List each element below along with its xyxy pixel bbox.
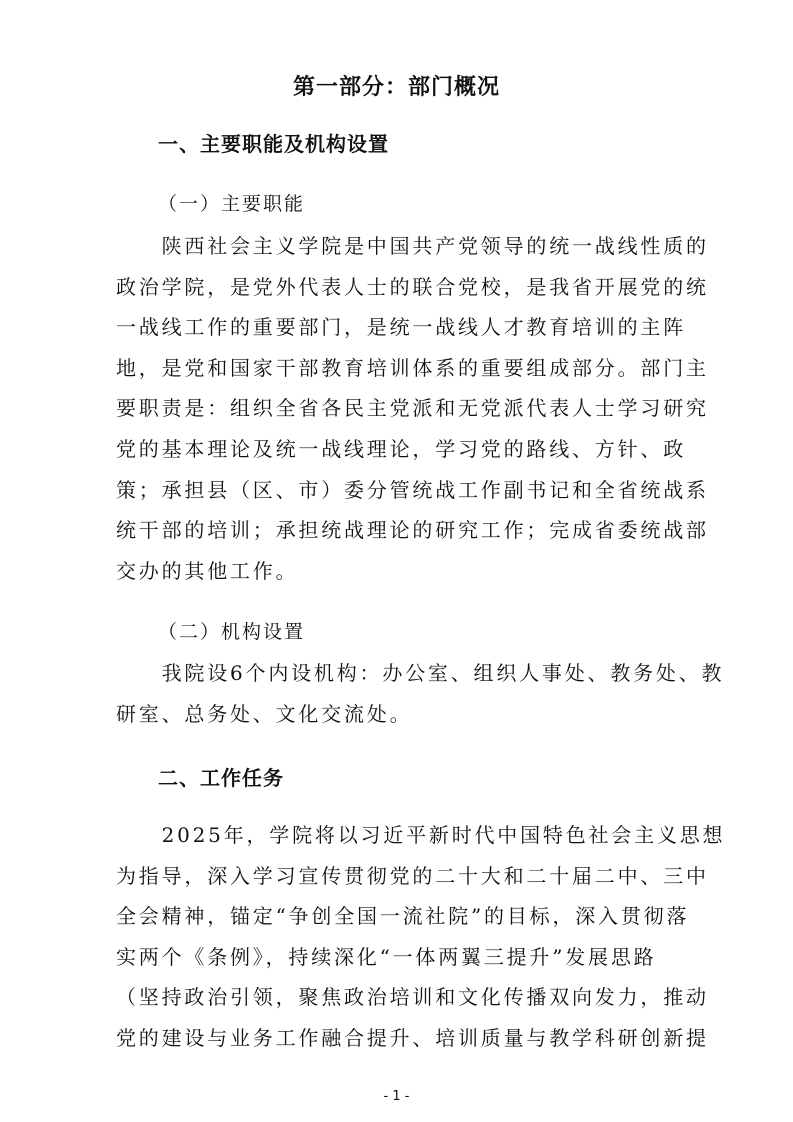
paragraph-line: 统干部的培训；承担统战理论的研究工作；完成省委统战部 (116, 518, 709, 543)
paragraph-line: 要职责是：组织全省各民主党派和无党派代表人士学习研究 (116, 396, 709, 421)
paragraph-line: 策；承担县（区、市）委分管统战工作副书记和全省统战系 (116, 477, 709, 502)
main-functions-paragraph (116, 226, 709, 591)
paragraph-line: 我院设6个内设机构：办公室、组织人事处、教务处、教 (116, 661, 725, 685)
paragraph-line: 党的基本理论及统一战线理论，学习党的路线、方针、政 (116, 436, 686, 461)
paragraph-line: 党的建设与业务工作融合提升、培训质量与教学科研创新提 (116, 1025, 709, 1050)
structure-paragraph (116, 653, 725, 734)
page-title: 第一部分：部门概况 (292, 75, 500, 100)
paragraph-line: 实两个《条例》，持续深化“一体两翼三提升”发展思路 (116, 944, 657, 969)
subsection-heading-main-functions: （一）主要职能 (158, 193, 306, 215)
section-heading-work-tasks: 二、工作任务 (158, 766, 284, 790)
paragraph-line: 研室、总务处、文化交流处。 (116, 701, 413, 726)
paragraph-line: 政治学院，是党外代表人士的联合党校，是我省开展党的统 (116, 274, 709, 299)
section-heading-functions-structure: 一、主要职能及机构设置 (158, 132, 389, 156)
page-number: - 1 - (383, 1089, 410, 1104)
paragraph-line: 为指导，深入学习宣传贯彻党的二十大和二十届二中、三中 (116, 863, 709, 888)
subsection-heading-structure: （二）机构设置 (158, 621, 306, 643)
paragraph-line: 全会精神，锚定“争创全国一流社院”的目标，深入贯彻落 (116, 904, 690, 929)
paragraph-line: 地，是党和国家干部教育培训体系的重要组成部分。部门主 (116, 355, 709, 380)
paragraph-line: 交办的其他工作。 (116, 558, 299, 583)
paragraph-line: （坚持政治引领，聚焦政治培训和文化传播双向发力，推动 (116, 985, 709, 1010)
paragraph-line: 2025年，学院将以习近平新时代中国特色社会主义思想 (116, 823, 726, 847)
paragraph-line: 一战线工作的重要部门，是统一战线人才教育培训的主阵 (116, 315, 686, 340)
work-tasks-paragraph (116, 815, 726, 1059)
paragraph-line: 陕西社会主义学院是中国共产党领导的统一战线性质的 (116, 234, 709, 258)
